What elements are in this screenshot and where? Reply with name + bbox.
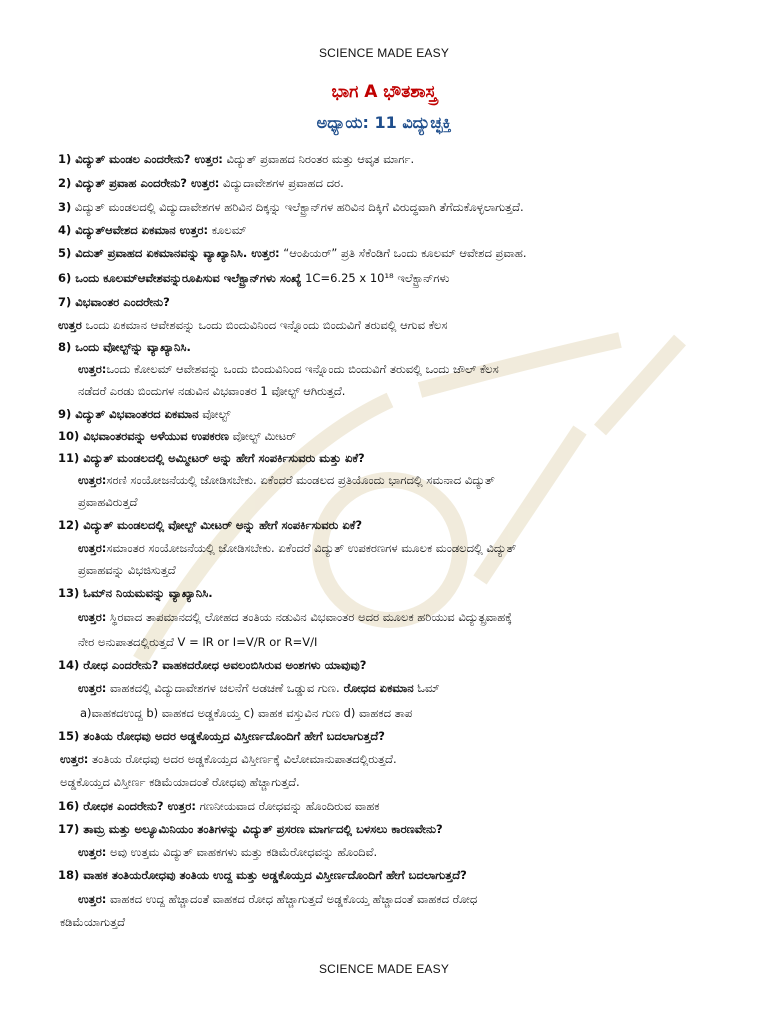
question-text: ಒಂದು ಕೂಲಮ್‌ಆವೇಶವನ್ನುರೂಪಿಸುವ ಇಲೆಕ್ಟ್ರಾನ್‌ಗಳು ಸಂಖ್ಯೆ — [71, 271, 302, 285]
question-number: 2) — [58, 176, 72, 190]
qa-line — [60, 748, 728, 770]
answer-label: ಉತ್ತರ: — [78, 610, 107, 624]
answer-text: ಓಮ್ — [413, 681, 440, 695]
answer-text: ಅವು ಉತ್ತಮ ವಿದ್ಯುತ್ ವಾಹಕಗಳು ಮತ್ತು ಕಡಿಮೆರೋಧವನ್ನು ಹೊಂದಿವೆ. — [106, 845, 378, 859]
question-number: 9) — [58, 407, 72, 421]
answer-text: “ಆಂಪಿಯರ್” ಪ್ರತಿ ಸೆಕೆಂಡಿಗೆ ಒಂದು ಕೂಲಮ್ ಆವೇಶದ ಪ್ರವಾಹ. — [279, 246, 527, 260]
qa-line — [58, 514, 728, 536]
question-number: 6) — [58, 271, 72, 285]
qa-line — [60, 911, 728, 933]
answer-label: ರೋಧದ ಏಕಮಾನ — [339, 681, 414, 695]
question-number: 1) — [58, 152, 72, 166]
qa-line — [58, 219, 728, 241]
answer-label: ಉತ್ತರ: — [78, 541, 107, 555]
question-number: 11) — [58, 451, 80, 465]
question-text: ವಿದ್ಯುತ್ ವಿಭವಾಂತರದ ಏಕಮಾನ — [71, 407, 199, 421]
answer-text: ವೋಲ್ಟ್ ಮೀಟರ್ — [228, 429, 297, 443]
answer-label: ಉತ್ತರ: — [78, 681, 107, 695]
page-footer: SCIENCE MADE EASY — [318, 962, 450, 976]
qa-line — [80, 702, 728, 724]
answer-text: ನಡೆದರೆ ಎರಡು ಬಿಂದುಗಳ ನಡುವಿನ ವಿಭವಾಂತರ 1 ವೋಲ್ಟ್ ಆಗಿರುತ್ತದೆ. — [78, 384, 346, 398]
answer-text: ಅಡ್ಡಕೊಯ್ತದ ವಿಸ್ತೀರ್ಣ ಕಡಿಮೆಯಾದಂತೆ ರೋಧವು ಹೆಚ್ಚಾಗುತ್ತದೆ. — [60, 775, 300, 789]
question-number: 15) — [58, 729, 80, 743]
answer-label: ಉತ್ತರ: — [78, 473, 107, 487]
answer-text: ಸ್ಥಿರವಾದ ತಾಪಮಾನದಲ್ಲಿ ಲೋಹದ ತಂತಿಯ ನಡುವಿನ ವಿಭವಾಂತರ ಅದರ ಮೂಲಕ ಹರಿಯುವ ವಿದ್ಯುತ್ಪ್ರವಾಹಕ್ಕೆ — [106, 610, 512, 624]
question-number: 12) — [58, 518, 80, 532]
answer-text: ಪ್ರವಾಹವಿರುತ್ತದೆ — [78, 495, 138, 509]
question-number: 17) — [58, 822, 80, 836]
qa-line — [58, 818, 728, 840]
question-number: 7) — [58, 295, 72, 309]
answer-text: ಕಡಿಮೆಯಾಗುತ್ತದೆ — [60, 915, 126, 929]
question-number: 16) — [58, 799, 80, 813]
question-number: 13) — [58, 586, 80, 600]
answer-label: ಉತ್ತರ: — [175, 223, 209, 237]
question-text: ವಿದ್ಯುತ್ ಮಂಡಲದಲ್ಲಿ ವೋಲ್ಟ್ ಮೀಟರ್ ಅನ್ನು ಹೇಗೆ ಸಂಪರ್ಕಿಸುವರು ಏಕೆ? — [79, 518, 363, 532]
question-text: ರೋಧಕ ಎಂದರೇನು? — [79, 799, 164, 813]
answer-label: ಉತ್ತರ: — [163, 799, 196, 813]
qa-line — [58, 795, 728, 817]
question-number: 18) — [58, 868, 80, 882]
qa-line — [78, 606, 728, 628]
answer-text: ವಾಹಕದಲ್ಲಿ ವಿದ್ಯುದಾವೇಶಗಳ ಚಲನೆಗೆ ಅಡಚಣೆ ಒಡ್ಡುವ ಗುಣ. — [106, 681, 340, 695]
qa-line — [58, 196, 728, 218]
answer-text: ವಿದ್ಯುತ್ ಮಂಡಲದಲ್ಲಿ ವಿದ್ಯುದಾವೇಶಗಳ ಹರಿವಿನ ದಿಕ್ಕನ್ನು ಇಲೆಕ್ಟ್ರಾನ್‌ಗಳ ಹರಿವಿನ ದಿಕ್ಕಿಗೆ ವಿರುದ್ಧವಾಗಿ ತೆಗೆದುಕೊಳ್ಳಲಾಗುತ್ತದೆ. — [71, 200, 524, 214]
answer-text: ಒಂದು ಏಕಮಾನ ಆವೇಶವನ್ನು ಒಂದು ಬಿಂದುವಿನಿಂದ ಇನ್ನೊಂದು ಬಿಂದುವಿಗೆ ತರುವಲ್ಲಿ ಆಗುವ ಕೆಲಸ — [81, 318, 448, 332]
question-text: ಒಂದು ವೋಲ್ಟ್‌ನ್ನು ವ್ಯಾಖ್ಯಾನಿಸಿ. — [71, 340, 191, 354]
qa-line — [58, 447, 728, 469]
qa-line — [58, 314, 728, 336]
qa-line — [78, 380, 728, 402]
answer-text: a)ವಾಹಕದಉದ್ದ b) ವಾಹಕದ ಅಡ್ಡಕೊಯ್ತ c) ವಾಹಕ ವಸ್ತುವಿನ ಗುಣ d) ವಾಹಕದ ತಾಪ — [80, 706, 413, 720]
question-text: ಓಮ್‌ನ ನಿಯಮವನ್ನು ವ್ಯಾಖ್ಯಾನಿಸಿ. — [79, 586, 213, 600]
qa-line — [78, 491, 728, 513]
question-text: ತಂತಿಯ ರೋಧವು ಅದರ ಅಡ್ಡಕೊಯ್ತದ ವಿಸ್ತೀರ್ಣದೊಂದಿಗೆ ಹೇಗೆ ಬದಲಾಗುತ್ತದೆ? — [79, 729, 385, 743]
question-number: 3) — [58, 200, 72, 214]
answer-text: ಒಂದು ಕೋಲಮ್ ಆವೇಶವನ್ನು ಒಂದು ಬಿಂದುವಿನಿಂದ ಇನ್ನೊಂದು ಬಿಂದುವಿಗೆ ತರುವಲ್ಲಿ ಒಂದು ಜೌಲ್ ಕೆಲಸ — [106, 362, 499, 376]
answer-label: ಉತ್ತರ: — [247, 246, 280, 260]
qa-line — [78, 537, 728, 559]
qa-line — [58, 582, 728, 604]
question-text: ರೋಧ ಎಂದರೇನು? ವಾಹಕದರೋಧ ಅವಲಂಬಿಸಿರುವ ಅಂಶಗಳು ಯಾವುವು? — [79, 658, 367, 672]
answer-text: ವಿದ್ಯುದಾವೇಶಗಳ ಪ್ರವಾಹದ ದರ. — [219, 176, 344, 190]
qa-line — [78, 358, 728, 380]
answer-text: ಕೂಲಮ್ — [208, 223, 247, 237]
qa-line — [60, 771, 728, 793]
qa-line — [58, 172, 728, 194]
answer-text: ಸಮಾಂತರ ಸಂಯೋಜನೆಯಲ್ಲಿ ಜೋಡಿಸಬೇಕು. ಏಕೆಂದರೆ ವಿದ್ಯುತ್ ಉಪಕರಣಗಳ ಮೂಲಕ ಮಂಡಲದಲ್ಲಿ ವಿದ್ಯುತ್ — [106, 541, 517, 555]
answer-label: ಉತ್ತರ — [58, 318, 82, 332]
answer-text: ಸರಣಿ ಸಂಯೋಜನೆಯಲ್ಲಿ ಜೋಡಿಸಬೇಕು. ಏಕೆಂದರೆ ಮಂಡಲದ ಪ್ರತಿಯೊಂದು ಭಾಗದಲ್ಲಿ ಸಮನಾದ ವಿದ್ಯುತ್ — [106, 473, 495, 487]
page-header: SCIENCE MADE EASY — [318, 46, 450, 60]
qa-line — [58, 425, 728, 447]
answer-text: ವೋಲ್ಟ್ — [198, 407, 231, 421]
question-number: 14) — [58, 658, 80, 672]
question-text: ವಿಭವಾಂತರ ಎಂದರೇನು? — [71, 295, 170, 309]
qa-line — [58, 242, 728, 264]
qa-line — [58, 336, 728, 358]
answer-text: 1C=6.25 x 10¹⁸ ಇಲೆಕ್ಟ್ರಾನ್‌ಗಳು — [301, 271, 450, 285]
qa-line — [78, 888, 728, 910]
qa-line — [78, 469, 728, 491]
question-number: 4) — [58, 223, 72, 237]
answer-text: ತಂತಿಯ ರೋಧವು ಅದರ ಅಡ್ಡಕೊಯ್ತದ ವಿಸ್ತೀರ್ಣಕ್ಕೆ ವಿಲೋಮಾನುಪಾತದಲ್ಲಿರುತ್ತದೆ. — [88, 752, 397, 766]
qa-line — [78, 677, 728, 699]
qa-line — [58, 148, 728, 170]
question-text: ವಿಭವಾಂತರವನ್ನು ಅಳೆಯುವ ಉಪಕರಣ — [79, 429, 229, 443]
qa-line — [58, 654, 728, 676]
qa-line — [78, 841, 728, 863]
qa-line — [78, 559, 728, 581]
answer-label: ಉತ್ತರ: — [190, 152, 223, 166]
qa-line — [58, 403, 728, 425]
question-text: ವಿದುತ್ ಪ್ರವಾಹದ ಏಕಮಾನವನ್ನು ವ್ಯಾಖ್ಯಾನಿಸಿ. — [71, 246, 248, 260]
answer-text: ನೇರ ಅನುಪಾತದಲ್ಲಿರುತ್ತದೆ V = IR or I=V/R or R=V/I — [78, 635, 318, 649]
qa-line — [58, 291, 728, 313]
qa-line — [58, 725, 728, 747]
question-number: 8) — [58, 340, 72, 354]
answer-text: ವಿದ್ಯುತ್ ಪ್ರವಾಹದ ನಿರಂತರ ಮತ್ತು ಆವೃತ ಮಾರ್ಗ. — [222, 152, 415, 166]
qa-line — [58, 267, 728, 289]
answer-text: ಪ್ರವಾಹವನ್ನು ವಿಭಜಿಸುತ್ತದೆ — [78, 563, 176, 577]
answer-label: ಉತ್ತರ: — [78, 845, 107, 859]
question-text: ವಿದ್ಯುತ್‌ಆವೇಶದ ಏಕಮಾನ — [71, 223, 176, 237]
part-title: ಭಾಗ A ಭೌತಶಾಸ್ತ್ರ — [331, 82, 437, 102]
answer-label: ಉತ್ತರ: — [78, 362, 107, 376]
answer-text: ಗಣನೀಯವಾದ ರೋಧವನ್ನು ಹೊಂದಿರುವ ವಾಹಕ — [195, 799, 380, 813]
answer-label: ಉತ್ತರ: — [186, 176, 220, 190]
answer-label: ಉತ್ತರ: — [78, 892, 107, 906]
question-text: ವಿದ್ಯುತ್ ಮಂಡಲ ಎಂದರೇನು? — [71, 152, 191, 166]
chapter-title: ಅಧ್ಯಾಯ: 11 ವಿದ್ಯುಚ್ಛಕ್ತಿ — [316, 113, 452, 132]
question-text: ವಿದ್ಯುತ್ ಪ್ರವಾಹ ಎಂದರೇನು? — [71, 176, 187, 190]
answer-label: ಉತ್ತರ: — [60, 752, 89, 766]
qa-line — [58, 864, 728, 886]
question-number: 5) — [58, 246, 72, 260]
question-text: ವಿದ್ಯುತ್ ಮಂಡಲದಲ್ಲಿ ಅಮ್ಮೀಟರ್ ಅನ್ನು ಹೇಗೆ ಸಂಪರ್ಕಿಸುವರು ಮತ್ತು ಏಕೆ? — [79, 451, 365, 465]
qa-line — [78, 631, 728, 653]
answer-text: ವಾಹಕದ ಉದ್ದ ಹೆಚ್ಚಾದಂತೆ ವಾಹಕದ ರೋಧ ಹೆಚ್ಚಾಗುತ್ತದೆ ಅಡ್ಡಕೊಯ್ತ ಹೆಚ್ಚಾದಂತೆ ವಾಹಕದ ರೋಧ — [106, 892, 478, 906]
question-number: 10) — [58, 429, 80, 443]
question-text: ತಾಮ್ರ ಮತ್ತು ಅಲ್ಯೂಮಿನಿಯಂ ತಂತಿಗಳನ್ನು ವಿದ್ಯುತ್ ಪ್ರಸರಣ ಮಾರ್ಗದಲ್ಲಿ ಬಳಸಲು ಕಾರಣವೇನು? — [79, 822, 443, 836]
question-text: ವಾಹಕ ತಂತಿಯರೋಧವು ತಂತಿಯ ಉದ್ದ ಮತ್ತು ಅಡ್ಡಕೊಯ್ತದ ವಿಸ್ತೀರ್ಣದೊಂದಿಗೆ ಹೇಗೆ ಬದಲಾಗುತ್ತದೆ? — [79, 868, 467, 882]
